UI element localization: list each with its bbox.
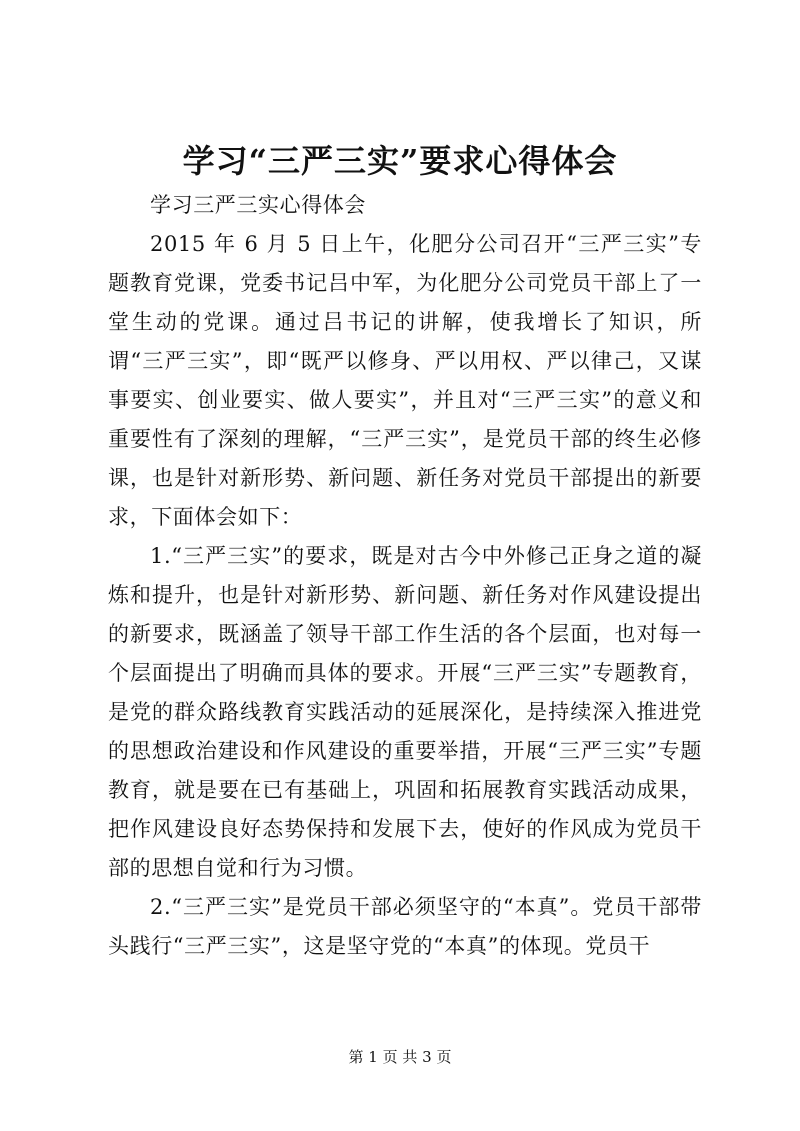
document-title: 学习“三严三实”要求心得体会 (182, 142, 618, 180)
paragraph-subtitle: 学习三严三实心得体会 (150, 193, 366, 217)
paragraph-point-2: 2.“三严三实”是党员干部必须坚守的“本真”。党员干部带头践行“三严三实”，这是坚守党的“本真”的体现。党员干 (108, 895, 702, 958)
document-body (108, 186, 702, 966)
paragraph-point-1: 1.“三严三实”的要求，既是对古今中外修己正身之道的凝炼和提升，也是针对新形势、新问题、新任务对作风建设提出的新要求，既涵盖了领导干部工作生活的各个层面，也对每一个层面提出了明确而具体的要求。开展“三严三实”专题教育，是党的群众路线教育实践活动的延展深化，是持续深入推进党的思想政治建设和作风建设的重要举措，开展“三严三实”专题教育，就是要在已有基础上，巩固和拓展教育实践活动成果，把作风建设良好态势保持和发展下去，使好的作风成为党员干部的思想自觉和行为习惯。 (108, 544, 702, 880)
paragraph-intro: 2015 年 6 月 5 日上午，化肥分公司召开“三严三实”专题教育党课，党委书记吕中军，为化肥分公司党员干部上了一堂生动的党课。通过吕书记的讲解，使我增长了知识，所谓“三严三实”，即“既严以修身、严以用权、严以律己，又谋事要实、创业要实、做人要实”，并且对“三严三实”的意义和重要性有了深刻的理解，“三严三实”，是党员干部的终生必修课，也是针对新形势、新问题、新任务对党员干部提出的新要求，下面体会如下： (108, 232, 702, 529)
page-number-footer: 第 1 页 共 3 页 (348, 1048, 452, 1066)
